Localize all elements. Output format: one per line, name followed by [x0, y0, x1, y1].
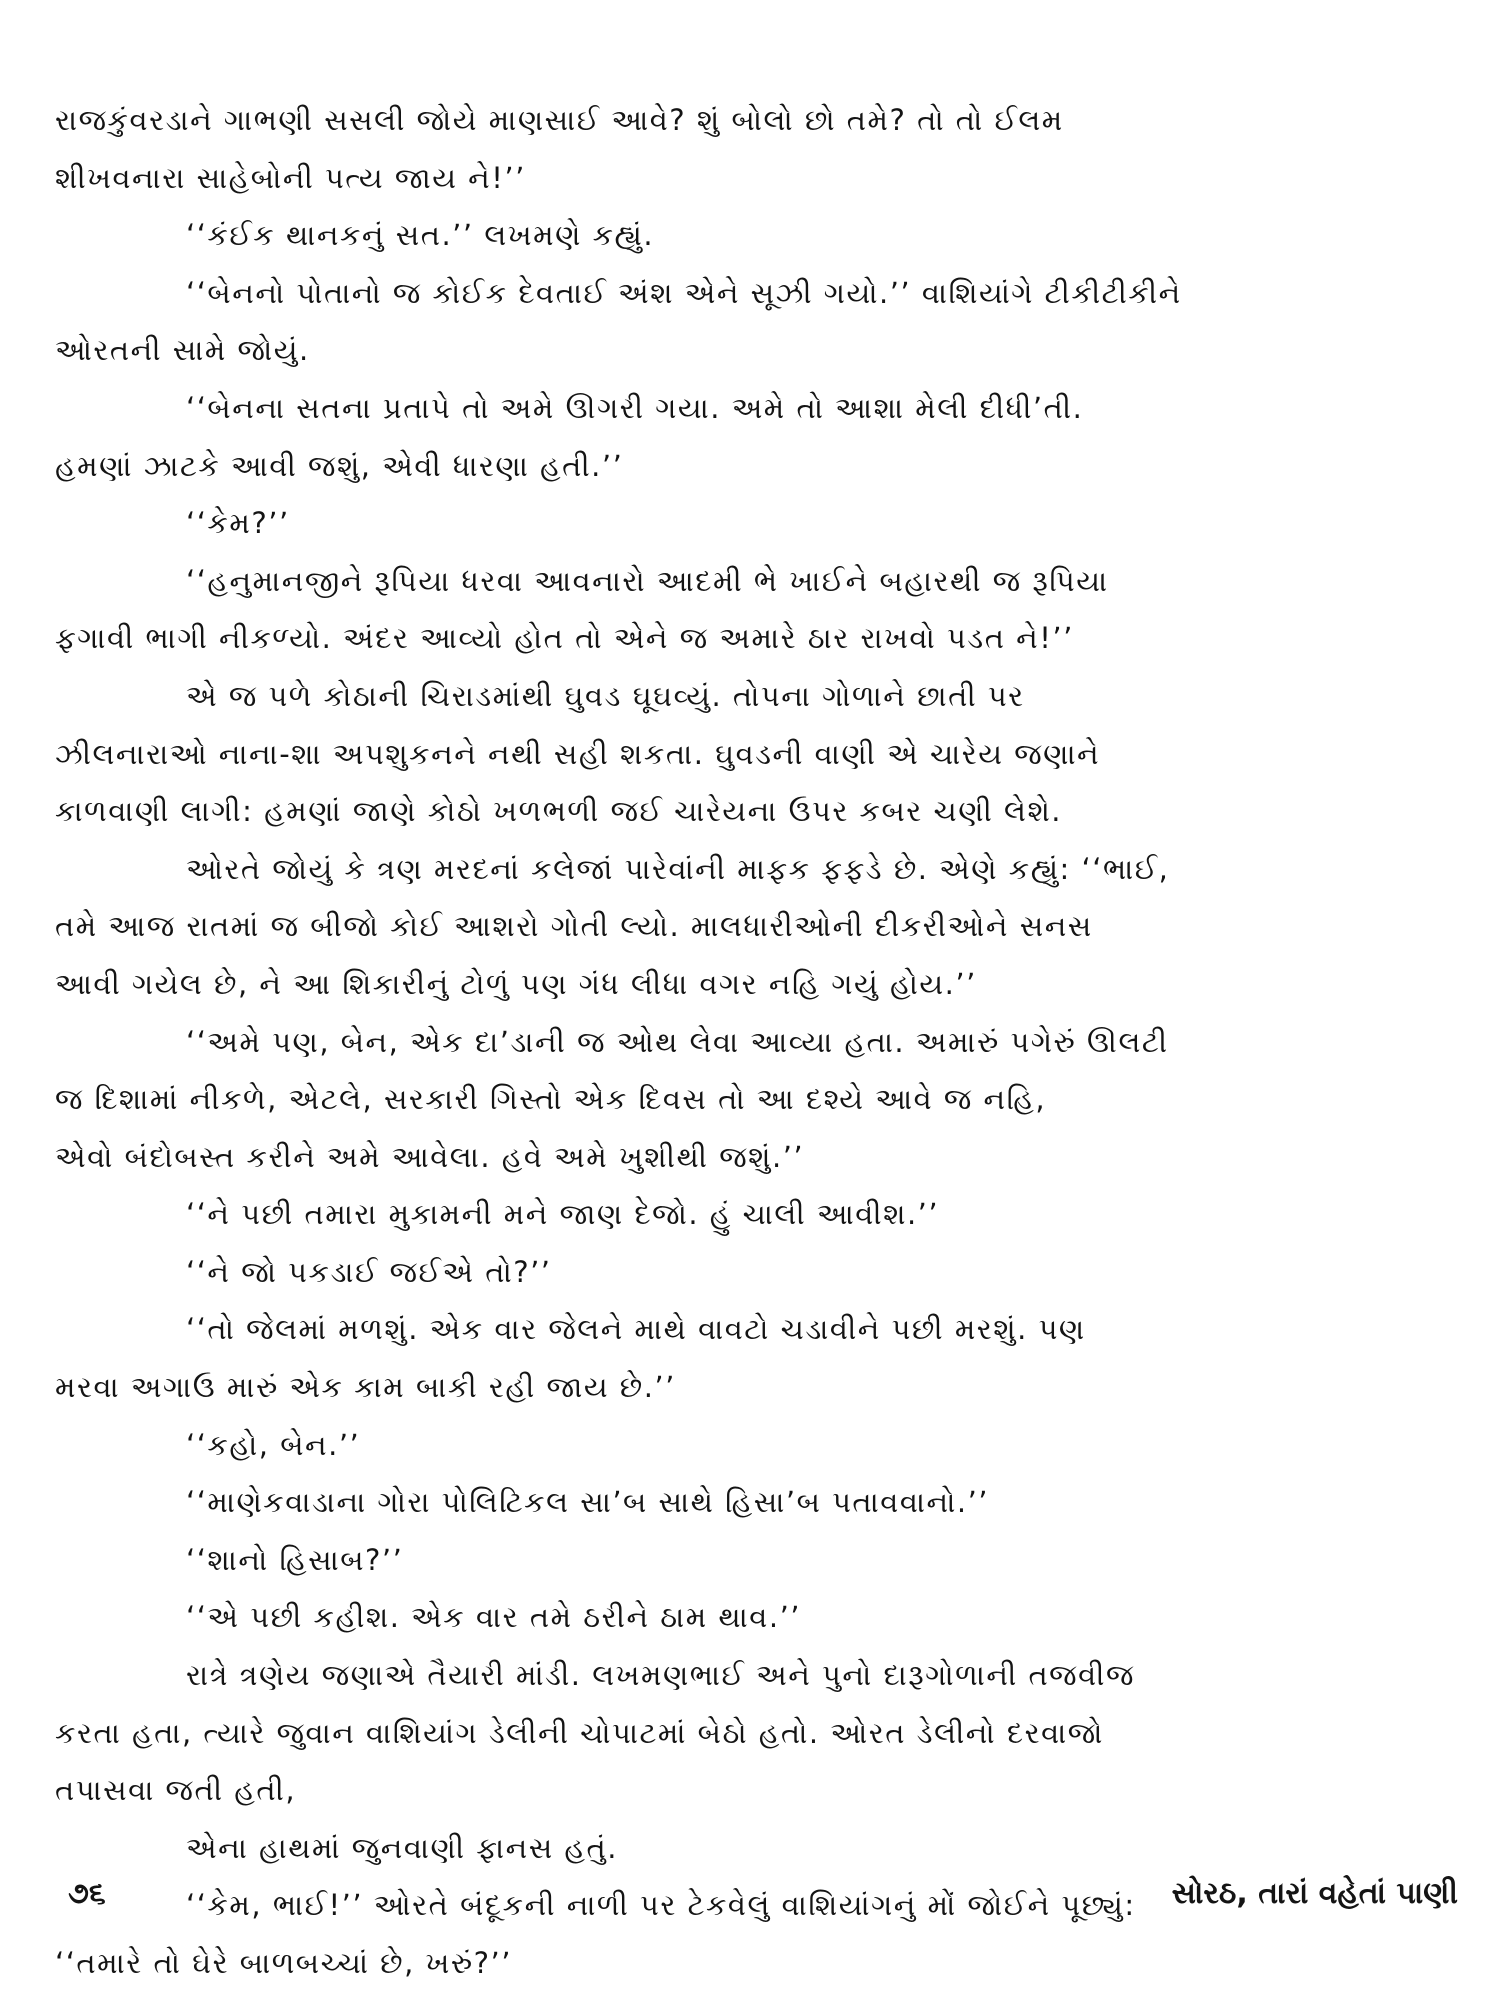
text-line: ‘‘તમારે તો ઘેરે બાળબચ્ચાં છે, ખરું?’’	[55, 1946, 512, 1980]
text-line: ‘‘કેમ?’’	[186, 506, 290, 541]
body-text	[55, 92, 1460, 1993]
text-line: આવી ગયેલ છે, ને આ શિકારીનું ટોળું પણ ગંધ લીધા વગર નહિ ગયું હોય.’’	[55, 966, 977, 1001]
book-title: સોરઠ, તારાં વહેતાં પાણી	[1171, 1875, 1458, 1911]
text-line: ‘‘માણેકવાડાના ગોરા પોલિટિકલ સા’બ સાથે હિસા’બ પતાવવાનો.’’	[186, 1485, 990, 1520]
text-line: ‘‘ને જો પકડાઈ જઈએ તો?’’	[186, 1254, 552, 1289]
page-number: ૭૬	[68, 1875, 106, 1911]
text-line: રાજકુંવરડાને ગાભણી સસલી જોયે માણસાઈ આવે? શું બોલો છો તમે? તો તો ઈલમ	[55, 103, 1064, 137]
text-line: તપાસવા જતી હતી,	[55, 1773, 297, 1808]
text-line: એ જ પળે કોઠાની ચિરાડમાંથી ઘુવડ ઘૂઘવ્યું. તોપના ગોળાને છાતી પર	[186, 678, 1025, 713]
text-line: ‘‘તો જેલમાં મળશું. એક વાર જેલને માથે વાવટો ચડાવીને પછી મરશું. પણ	[186, 1312, 1086, 1347]
text-line: જ દિશામાં નીકળે, એટલે, સરકારી ગિસ્તો એક દિવસ તો આ દશ્યે આવે જ નહિ,	[55, 1082, 1047, 1117]
text-line: ઝીલનારાઓ નાના-શા અપશુકનને નથી સહી શકતા. ઘુવડની વાણી એ ચારેય જણાને	[55, 736, 1101, 771]
text-line: ‘‘કંઈક થાનકનું સત.’’ લખમણે કહ્યું.	[186, 218, 655, 253]
text-line: રાત્રે ત્રણેય જણાએ તૈયારી માંડી. લખમણભાઈ અને પુનો દારૂગોળાની તજવીજ	[186, 1658, 1135, 1693]
text-line: ‘‘એ પછી કહીશ. એક વાર તમે ઠરીને ઠામ થાવ.’’	[186, 1600, 802, 1635]
text-line: શીખવનારા સાહેબોની પત્ય જાય ને!’’	[55, 160, 526, 195]
text-line: ‘‘અમે પણ, બેન, એક દા’ડાની જ ઓથ લેવા આવ્યા હતા. અમારું પગેરું ઊલટી	[186, 1024, 1169, 1059]
text-line: ઓરતની સામે જોયું.	[55, 333, 310, 368]
text-line: મરવા અગાઉ મારું એક કામ બાકી રહી જાય છે.’’	[55, 1370, 676, 1405]
text-line: ‘‘ને પછી તમારા મુકામની મને જાણ દેજો. હું ચાલી આવીશ.’’	[186, 1197, 940, 1232]
page-footer	[68, 1868, 1458, 1918]
text-line: ‘‘બેનના સતના પ્રતાપે તો અમે ઊગરી ગયા. અમે તો આશા મેલી દીધી’તી.	[186, 390, 1084, 425]
text-line: કરતા હતા, ત્યારે જુવાન વાશિયાંગ ડેલીની ચોપાટમાં બેઠો હતો. ઓરત ડેલીનો દરવાજો	[55, 1715, 1104, 1750]
text-line: ‘‘હનુમાનજીને રૂપિયા ધરવા આવનારો આદમી ભે ખાઈને બહારથી જ રૂપિયા	[186, 563, 1109, 598]
text-line: ઓરતે જોયું કે ત્રણ મરદનાં કલેજાં પારેવાંની માફક ફફડે છે. એણે કહ્યું: ‘‘ભાઈ,	[186, 851, 1170, 886]
text-line: ફગાવી ભાગી નીકળ્યો. અંદર આવ્યો હોત તો એને જ અમારે ઠાર રાખવો પડત ને!’’	[55, 621, 1074, 656]
text-line: કાળવાણી લાગી: હમણાં જાણે કોઠો ખળભળી જઈ ચારેયના ઉપર કબર ચણી લેશે.	[55, 794, 1063, 829]
text-line: એના હાથમાં જુનવાણી ફાનસ હતું.	[186, 1830, 618, 1865]
text-line: તમે આજ રાતમાં જ બીજો કોઈ આશરો ગોતી લ્યો. માલધારીઓની દીકરીઓને સનસ	[55, 909, 1093, 944]
text-line: એવો બંદોબસ્ત કરીને અમે આવેલા. હવે અમે ખુશીથી જશું.’’	[55, 1139, 805, 1174]
text-line: હમણાં ઝાટકે આવી જશું, એવી ધારણા હતી.’’	[55, 448, 624, 483]
text-line: ‘‘શાનો હિસાબ?’’	[186, 1542, 404, 1577]
text-line: ‘‘કેમ, ભાઈ!’’ ઓરતે બંદૂકની નાળી પર ટેકવેલું વાશિયાંગનું મોં જોઈને પૂછ્યું:	[186, 1888, 1136, 1923]
text-line: ‘‘બેનનો પોતાનો જ કોઈક દેવતાઈ અંશ એને સૂઝી ગયો.’’ વાશિયાંગે ટીકીટીકીને	[186, 275, 1182, 310]
text-line: ‘‘કહો, બેન.’’	[186, 1427, 361, 1462]
